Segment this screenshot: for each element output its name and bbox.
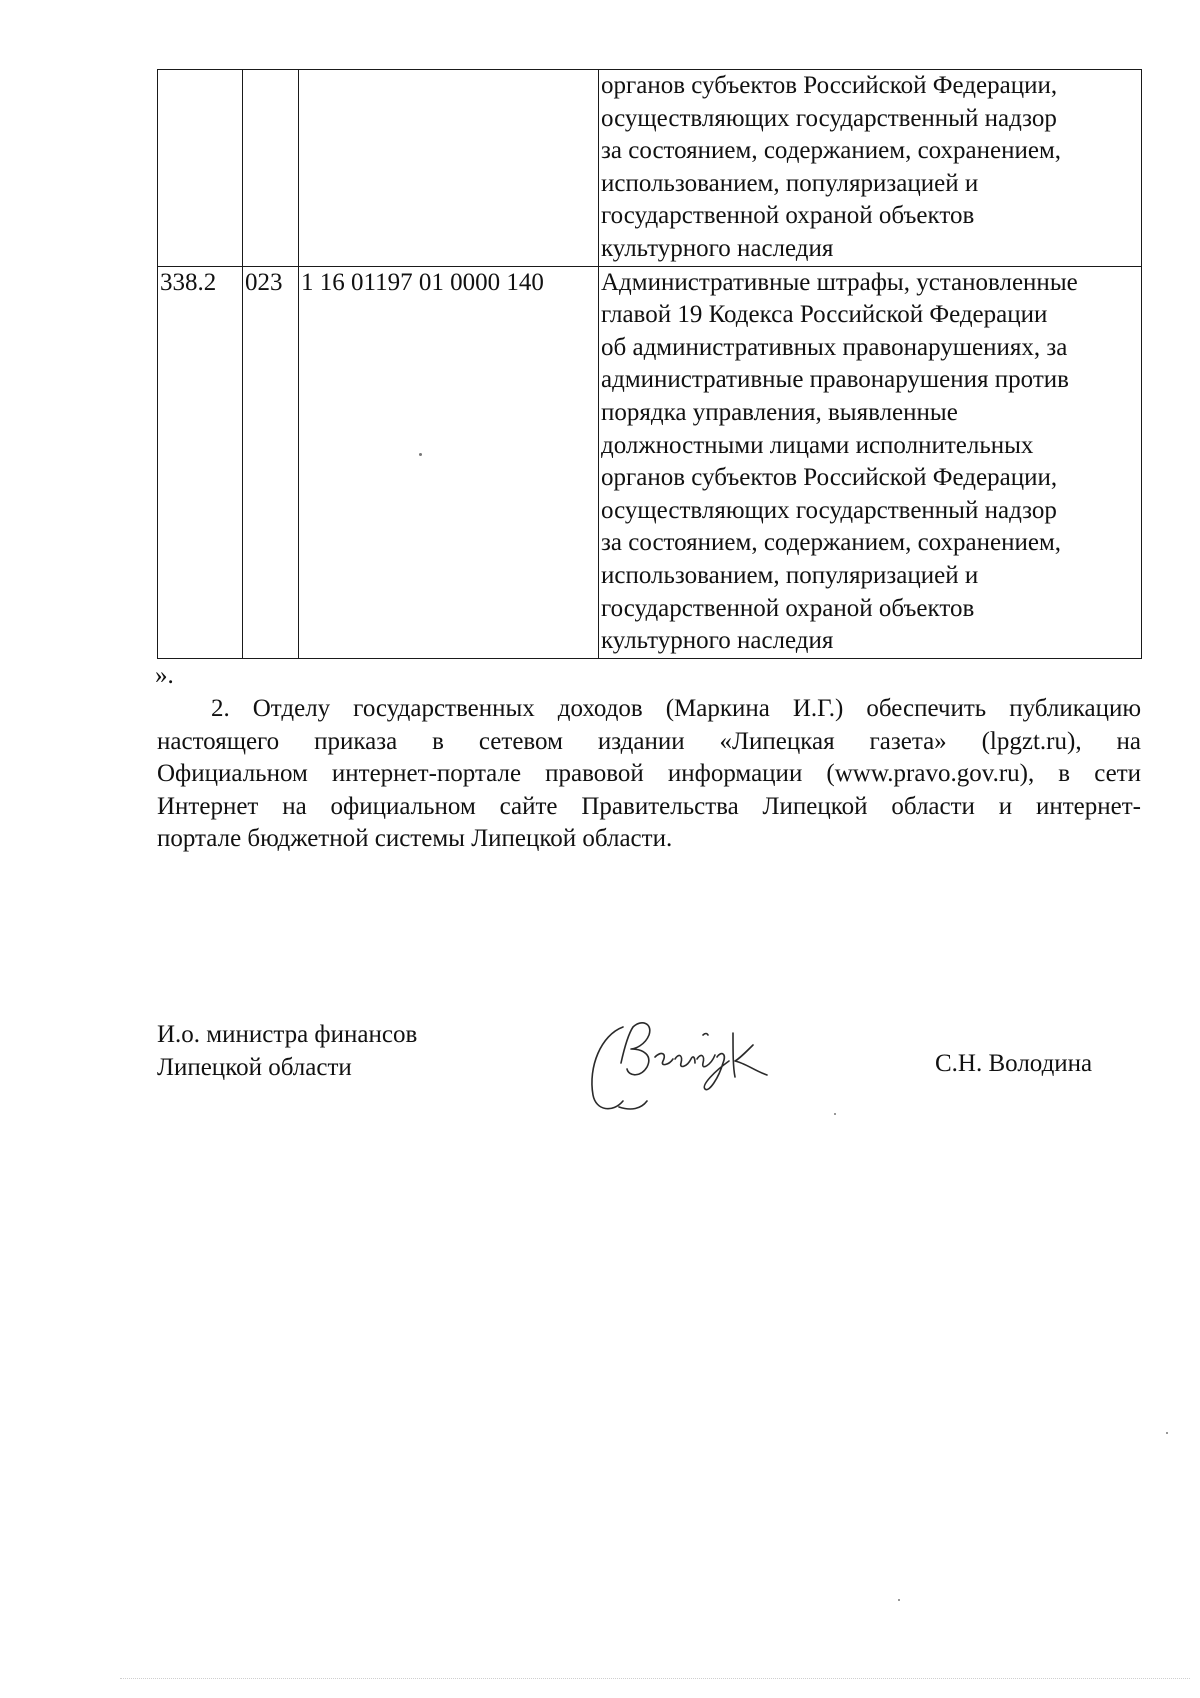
admin-code-cell [243,70,299,267]
description-line: главой 19 Кодекса Российской Федерации [601,301,1048,329]
description-line: органов субъектов Российской Федерации, [601,72,1058,99]
scan-speck [898,1599,900,1601]
description-line: за состоянием, содержанием, сохранением, [601,137,1062,165]
scan-speck [1166,1432,1168,1434]
scan-speck [834,1113,836,1115]
description-line: культурного наследия [601,627,834,655]
description-line: об административных правонарушениях, за [601,333,1068,361]
row-number-cell: 338.2 [158,266,243,658]
paragraph-line: портале бюджетной системы Липецкой области. [157,825,673,852]
description-line: административные правонарушения против [601,366,1069,394]
description-cell [599,70,1142,267]
row-number-cell [158,70,243,267]
signatory-title [157,1018,417,1084]
description-line: культурного наследия [601,234,834,262]
description-line: за состоянием, содержанием, сохранением, [601,529,1062,557]
paragraph-line: Интернет на официальном сайте Правительства Липецкой области и интернет- [157,792,1141,820]
scan-speck [419,453,422,456]
description-line: использованием, популяризацией и [601,561,979,589]
table-body [158,70,1142,659]
paragraph-line: 2. Отделу государственных доходов (Маркина И.Г.) обеспечить публикацию [211,695,1141,722]
description-cell [599,266,1142,658]
budget-code-cell: 1 16 01197 01 0000 140 [299,266,599,658]
signatory-title-line1: И.о. министра финансов [157,1021,418,1048]
closing-quote: ». [155,662,174,689]
signatory-name: С.Н. Володина [935,1050,1093,1077]
table-row [158,266,1142,658]
signatory-title-line2: Липецкой области [157,1054,352,1081]
description-line: государственной охраной объектов [601,202,975,230]
budget-code-cell [299,70,599,267]
scan-edge-artifact [120,1678,1190,1679]
description-line: органов субъектов Российской Федерации, [601,464,1058,492]
description-line: осуществляющих государственный надзор [601,104,1057,132]
description-line: должностными лицами исполнительных [601,431,1034,459]
description-line: государственной охраной объектов [601,594,975,622]
handwritten-signature [583,1005,823,1125]
publication-paragraph [157,693,1141,856]
description-line: осуществляющих государственный надзор [601,496,1057,524]
description-line: Административные штрафы, установленные [601,268,1078,296]
table-row [158,70,1142,267]
description-line: порядка управления, выявленные [601,398,958,426]
paragraph-line: Официальном интернет-портале правовой информации (www.pravo.gov.ru), в сети [157,760,1141,787]
admin-code-cell: 023 [243,266,299,658]
revenue-codes-table [157,69,1142,659]
description-line: использованием, популяризацией и [601,169,979,197]
paragraph-line: настоящего приказа в сетевом издании «Липецкая газета» (lpgzt.ru), на [157,727,1141,755]
